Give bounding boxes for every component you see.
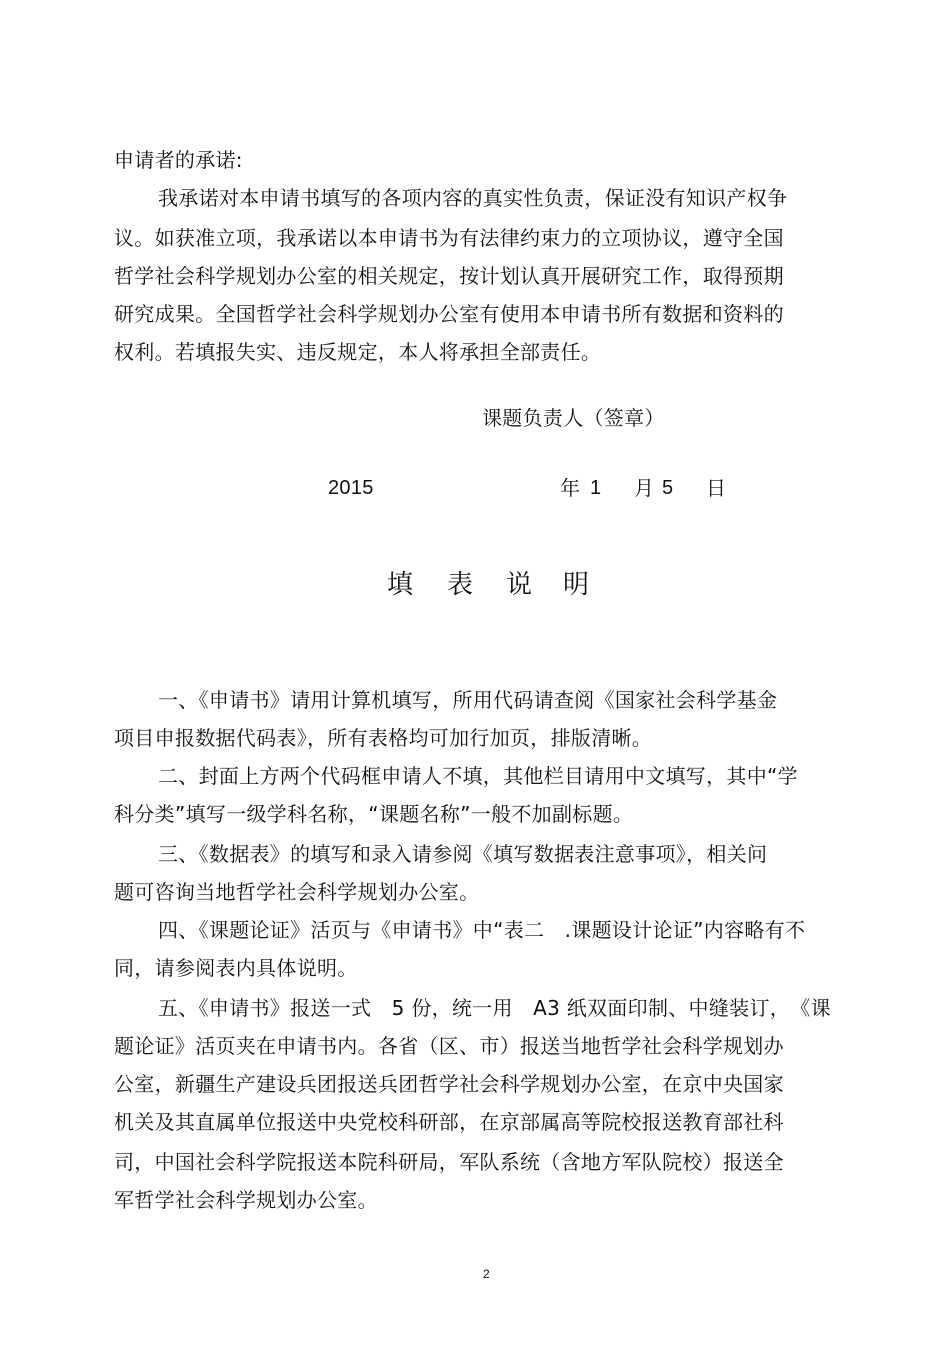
- date-year: 2015: [328, 477, 374, 499]
- instruction-line: 军哲学社会科学规划办公室。: [114, 1188, 378, 1212]
- date-month-unit: 月: [634, 476, 655, 500]
- signature-label: 课题负责人（签章）: [482, 406, 665, 430]
- title-char: 表: [447, 570, 474, 600]
- page-number: 2: [483, 1267, 490, 1281]
- title-char: 填: [387, 570, 414, 600]
- instruction-line: 四、《课题论证》活页与《申请书》中“表二 .课题设计论证”内容略有不: [158, 918, 806, 942]
- pledge-heading: 申请者的承诺:: [114, 148, 243, 172]
- date-year-unit: 年: [560, 476, 581, 500]
- instruction-line: 五、《申请书》报送一式 5 份，统一用 A3 纸双面印制、中缝装订， 《课: [158, 996, 831, 1020]
- instruction-line: 司，中国社会科学院报送本院科研局，军队系统（含地方军队院校）报送全: [114, 1150, 784, 1174]
- instruction-line: 同，请参阅表内具体说明。: [114, 956, 358, 980]
- instruction-line: 题论证》活页夹在申请书内。各省（区、市）报送当地哲学社会科学规划办: [114, 1034, 784, 1058]
- instruction-line: 公室，新疆生产建设兵团报送兵团哲学社会科学规划办公室，在京中央国家: [114, 1072, 784, 1096]
- instruction-line: 二、封面上方两个代码框申请人不填，其他栏目请用中文填写，其中“学: [158, 764, 798, 788]
- instruction-line: 科分类”填写一级学科名称，“课题名称”一般不加副标题。: [114, 802, 634, 826]
- date-day: 5: [662, 477, 674, 499]
- title-char: 明: [563, 570, 590, 600]
- instructions-title: [0, 570, 950, 602]
- date-month: 1: [590, 477, 602, 499]
- pledge-line: 议。如获准立项，我承诺以本申请书为有法律约束力的立项协议，遵守全国: [114, 226, 784, 250]
- instruction-line: 题可咨询当地哲学社会科学规划办公室。: [114, 880, 480, 904]
- instruction-line: 一、《申请书》请用计算机填写，所用代码请查阅《国家社会科学基金: [158, 688, 778, 712]
- pledge-line: 我承诺对本申请书填写的各项内容的真实性负责，保证没有知识产权争: [158, 186, 788, 210]
- instruction-line: 机关及其直属单位报送中央党校科研部，在京部属高等院校报送教育部社科: [114, 1110, 784, 1134]
- date-day-unit: 日: [706, 476, 727, 500]
- instruction-line: 三、《数据表》的填写和录入请参阅《填写数据表注意事项》，相关问: [158, 842, 768, 866]
- instruction-line: 项目申报数据代码表》，所有表格均可加行加页，排版清晰。: [114, 726, 653, 750]
- pledge-line: 哲学社会科学规划办公室的相关规定，按计划认真开展研究工作，取得预期: [114, 264, 784, 288]
- title-char: 说: [506, 570, 533, 600]
- pledge-line: 权利。若填报失实、违反规定，本人将承担全部责任。: [114, 340, 602, 364]
- pledge-line: 研究成果。全国哲学社会科学规划办公室有使用本申请书所有数据和资料的: [114, 302, 784, 326]
